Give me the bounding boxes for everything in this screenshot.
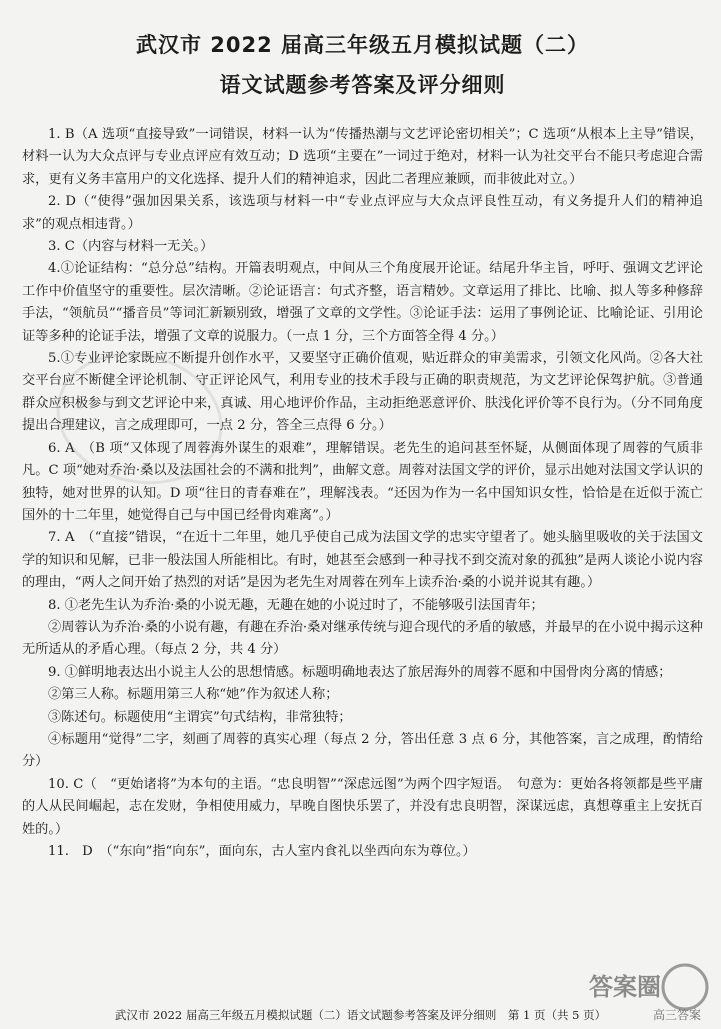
answer-paragraph: ③陈述句。标题使用“主谓宾”句式结构，非常独特； <box>48 709 352 725</box>
answer-paragraph: 1. B（A 选项“直接导致”一词错误，材料一认为“传播热潮与文艺评论密切相关”；C 选项“从根本上主导”错误，材料一认为大众点评与专业点评应有效互动；D 选项“主要在”一词过于绝对，材料一认为社交平台不能只考虑迎合需求，更有义务丰富用户的文化选择、提升人们的精神追求，因此二者理应兼顾，而非彼此对立。） <box>22 127 703 187</box>
answer-paragraph: 3. C（内容与材料一无关。） <box>48 239 214 255</box>
page-footer: 武汉市 2022 届高三年级五月模拟试题（二）语文试题参考答案及评分细则 第 1 页（共 5 页） <box>114 1008 607 1022</box>
answer-paragraph: ②第三人称。标题用第三人称“她”作为叙述人称； <box>48 687 339 703</box>
answer-paragraph: 7. A （“直接”错误，“在近十二年里，她几乎使自己成为法国文学的忠实守望者了。她头脑里吸收的关于法国文学的知识和见解，已非一般法国人所能相比。有时，她甚至会感到一种寻找不到交流对象的孤独”是两人谈论小说内容的理由，“两人之间开始了热烈的对话”是因为老先生对周蓉在列车上读乔治·桑的小说并说其有趣。） <box>22 530 703 591</box>
answer-list <box>22 124 703 863</box>
page-title: 武汉市 2022 届高三年级五月模拟试题（二） <box>135 33 590 57</box>
answer-paragraph: 2. D（“使得”强加因果关系，该选项与材料一中“专业点评应与大众点评良性互动，有义务提升人们的精神追求”的观点相违背。） <box>22 194 703 232</box>
logo-subtext: 高三答案 <box>653 1008 702 1022</box>
page-subtitle: 语文试题参考答案及评分细则 <box>219 73 506 97</box>
answer-paragraph: ④标题用“觉得”二字，刻画了周蓉的真实心理（每点 2 分，答出任意 3 点 6 分，其他答案，言之成理，酌情给分） <box>22 731 703 770</box>
answer-paragraph: 6. A （B 项“又体现了周蓉海外谋生的艰难”，理解错误。老先生的追问甚至怀疑，从侧面体现了周蓉的气质非凡。C 项“她对乔治·桑以及法国社会的不满和批判”，曲解文意。周蓉对法国文学的评价，显示出她对法国文学认识的独特，她对世界的认知。D 项“往日的青春难在”，理解浅表。“还因为作为一名中国知识女性，恰恰是在近似于流亡国外的十二年里，她觉得自己与中国已经骨肉难离”。） <box>22 440 703 523</box>
logo-text: 答案圈 <box>589 973 661 1001</box>
answer-paragraph: 10. C（ “更始诸将”为本句的主语。“忠良明智”“深虑远图”为两个四字短语。 句意为：更始各将领都是些平庸的人从民间崛起，志在发财，争相使用威力，早晚自图快乐罢了，并没有忠良明智，深谋远虑，真想尊重主上安抚百姓的。） <box>22 776 703 837</box>
answer-paragraph: 9. ①鲜明地表达出小说主人公的思想情感。标题明确地表达了旅居海外的周蓉不愿和中国骨肉分离的情感； <box>48 664 672 680</box>
logo-ring-shape <box>663 965 707 1009</box>
answer-paragraph: 4.①论证结构：“总分总”结构。开篇表明观点，中间从三个角度展开论证。结尾升华主旨，呼吁、强调文艺评论工作中价值坚守的重要性。层次清晰。②论证语言：句式齐整，语言精妙。文章运用了排比、比喻、拟人等多种修辞手法，“领航员”“播音员”等词汇新颖别致，增强了文章的文学性。③论证手法：运用了事例论证、比喻论证、引用论证等多种的论证手法，增强了文章的说服力。（一点 1 分，三个方面答全得 4 分。） <box>22 261 703 344</box>
answer-paragraph: 8. ①老先生认为乔治·桑的小说无趣，无趣在她的小说过时了，不能够吸引法国青年； <box>48 597 544 613</box>
answer-paragraph: 5.①专业评论家既应不断提升创作水平，又要坚守正确价值观，贴近群众的审美需求，引领文化风尚。②各大社交平台应不断健全评论机制、守正评论风气，利用专业的技术手段与正确的职责规范，为文艺评论保驾护航。③普通群众应积极参与到文艺评论中来，真诚、用心地评价作品，主动拒绝恶意评价、肤浅化评价等不良行为。（分不同角度提出合理建议，言之成理即可，一点 2 分，答全三点得 6 分。） <box>22 351 703 434</box>
answer-paragraph: 11. D （“东向”指“向东”，面向东，古人室内食礼以坐西向东为尊位。） <box>48 844 476 859</box>
answer-paragraph: ②周蓉认为乔治·桑的小说有趣，有趣在乔治·桑对继承传统与迎合现代的矛盾的敏感，并最早的在小说中揭示这种无所适从的矛盾心理。（每点 2 分，共 4 分） <box>22 619 703 658</box>
